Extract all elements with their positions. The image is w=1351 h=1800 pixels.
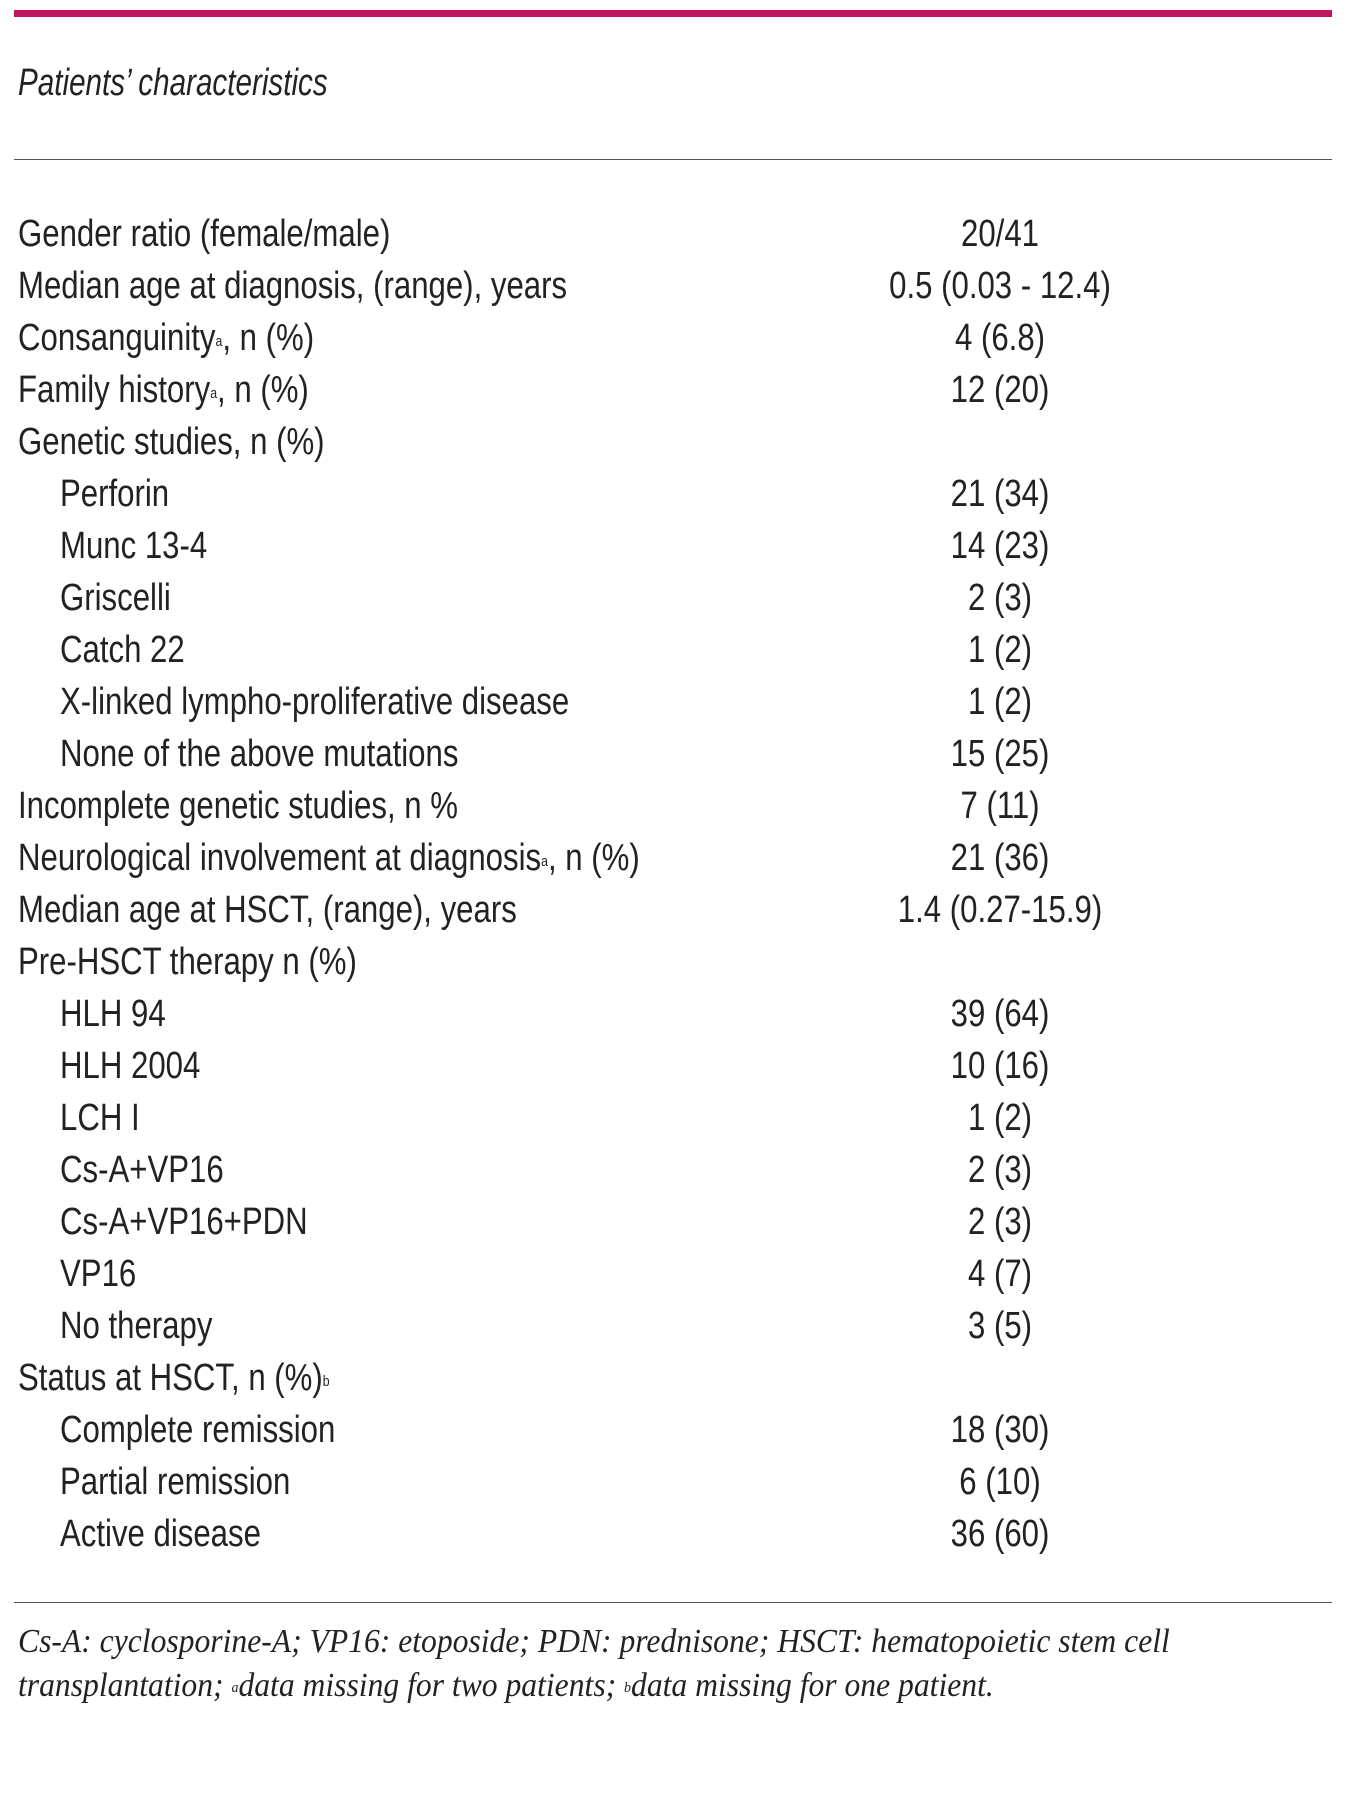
- row-label-text: Median age at HSCT, (range), years: [18, 889, 517, 931]
- row-value: [950, 1456, 1049, 1508]
- row-label-text: LCH I: [60, 1097, 140, 1139]
- row-value-text: 36 (60): [950, 1513, 1050, 1555]
- row-label: [18, 416, 325, 468]
- row-value: [940, 364, 1060, 416]
- table-row: [0, 208, 1351, 260]
- row-value-text: 2 (3): [967, 1149, 1033, 1191]
- row-value: [961, 1092, 1039, 1144]
- table-row: [0, 1508, 1351, 1560]
- row-label: [60, 988, 166, 1040]
- row-value: [940, 832, 1060, 884]
- row-label-text: Family history: [18, 369, 211, 411]
- row-label: [60, 1404, 335, 1456]
- footnote-marker: b: [322, 1373, 330, 1390]
- row-value-text: 21 (36): [950, 837, 1050, 879]
- row-value: [961, 676, 1039, 728]
- table-row: [0, 1040, 1351, 1092]
- table-row: [0, 1404, 1351, 1456]
- row-label: [18, 208, 390, 260]
- row-label-text: Median age at diagnosis, (range), years: [18, 265, 568, 307]
- footnote-a-mark: a: [231, 1680, 239, 1696]
- table-row: [0, 1300, 1351, 1352]
- row-label-text: Perforin: [60, 473, 170, 515]
- row-label-text: X-linked lympho-proliferative disease: [60, 681, 570, 723]
- row-value: [940, 1508, 1060, 1560]
- table-row: [0, 1144, 1351, 1196]
- row-value: [961, 1144, 1039, 1196]
- row-label: [60, 468, 169, 520]
- table-row: [0, 780, 1351, 832]
- header-rule: [14, 159, 1332, 160]
- table-body: [0, 208, 1351, 1560]
- footer-rule: [14, 1602, 1332, 1603]
- row-value: [961, 624, 1039, 676]
- row-value: [961, 1248, 1039, 1300]
- row-label: [60, 624, 185, 676]
- row-value-text: 3 (5): [967, 1305, 1033, 1347]
- row-label-text: HLH 94: [60, 993, 166, 1035]
- row-value-text: 7 (11): [960, 785, 1040, 827]
- row-label: [60, 676, 569, 728]
- row-label: [18, 260, 567, 312]
- table-row: [0, 884, 1351, 936]
- row-value-text: 0.5 (0.03 - 12.4): [889, 265, 1111, 307]
- row-label-suffix: , n (%): [547, 837, 640, 879]
- table-row: [0, 624, 1351, 676]
- row-label-text: VP16: [60, 1253, 137, 1295]
- table-row: [0, 1092, 1351, 1144]
- row-value-text: 2 (3): [967, 577, 1033, 619]
- row-label-text: Pre-HSCT therapy n (%): [18, 941, 357, 983]
- row-label-text: Catch 22: [60, 629, 185, 671]
- row-value-text: 14 (23): [950, 525, 1050, 567]
- row-label: [60, 520, 207, 572]
- row-label-text: Griscelli: [60, 577, 171, 619]
- table-row: [0, 1196, 1351, 1248]
- row-label: [60, 572, 171, 624]
- row-value-text: 6 (10): [959, 1461, 1041, 1503]
- footnote-abbreviations: Cs-A: cyclosporine-A; VP16: etoposide; PDN: prednisone; HSCT: hematopoietic stem cell transplantation;: [18, 1623, 1170, 1704]
- table-row: [0, 572, 1351, 624]
- row-label-text: Active disease: [60, 1513, 261, 1555]
- row-value-text: 1 (2): [967, 629, 1033, 671]
- row-label-suffix: , n (%): [222, 317, 315, 359]
- row-label: [18, 832, 640, 884]
- table-row: [0, 416, 1351, 468]
- row-label-text: Munc 13-4: [60, 525, 208, 567]
- row-label: [60, 1456, 290, 1508]
- row-label-text: Complete remission: [60, 1409, 336, 1451]
- row-label-text: Partial remission: [60, 1461, 291, 1503]
- table-row: [0, 676, 1351, 728]
- row-label: [18, 780, 458, 832]
- row-label-text: Gender ratio (female/male): [18, 213, 391, 255]
- row-label-text: Incomplete genetic studies, n %: [18, 785, 458, 827]
- row-label-text: None of the above mutations: [60, 733, 459, 775]
- row-value-text: 2 (3): [967, 1201, 1033, 1243]
- table-row: [0, 988, 1351, 1040]
- footnote-b-mark: b: [624, 1680, 632, 1696]
- row-value: [865, 260, 1135, 312]
- row-value-text: 15 (25): [950, 733, 1050, 775]
- row-value-text: 1 (2): [967, 681, 1033, 723]
- row-label: [60, 1248, 136, 1300]
- row-label-text: Status at HSCT, n (%): [18, 1357, 323, 1399]
- table-footnote: [18, 1620, 1292, 1708]
- table-row: [0, 364, 1351, 416]
- accent-top-bar: [14, 10, 1332, 17]
- row-value-text: 20/41: [961, 213, 1039, 255]
- row-label: [60, 728, 458, 780]
- table-row: [0, 312, 1351, 364]
- table-row: [0, 1456, 1351, 1508]
- row-label: [60, 1144, 224, 1196]
- row-value: [940, 1040, 1060, 1092]
- row-value-text: 4 (7): [967, 1253, 1033, 1295]
- row-label: [60, 1040, 200, 1092]
- row-label: [18, 936, 357, 988]
- row-value-text: 12 (20): [950, 369, 1050, 411]
- row-value-text: 4 (6.8): [954, 317, 1046, 359]
- row-value-text: 39 (64): [950, 993, 1050, 1035]
- row-label: [18, 1352, 330, 1404]
- row-value: [952, 208, 1047, 260]
- row-value: [952, 780, 1048, 832]
- row-value: [940, 520, 1060, 572]
- table-row: [0, 520, 1351, 572]
- row-label-text: Cs-A+VP16: [60, 1149, 224, 1191]
- row-value: [961, 572, 1039, 624]
- row-label: [60, 1508, 261, 1560]
- row-label-text: Consanguinity: [18, 317, 216, 359]
- table-row: [0, 260, 1351, 312]
- footnote-a-text: data missing for two patients;: [238, 1667, 625, 1704]
- row-label-text: Genetic studies, n (%): [18, 421, 325, 463]
- row-label-text: Neurological involvement at diagnosis: [18, 837, 542, 879]
- row-label: [60, 1196, 308, 1248]
- table-row: [0, 832, 1351, 884]
- table-row: [0, 936, 1351, 988]
- row-value: [940, 728, 1060, 780]
- row-label: [18, 312, 314, 364]
- footnote-marker: a: [210, 385, 218, 402]
- row-value: [961, 1300, 1039, 1352]
- row-value-text: 21 (34): [950, 473, 1050, 515]
- table-row: [0, 468, 1351, 520]
- row-value-text: 10 (16): [950, 1045, 1050, 1087]
- row-value-text: 18 (30): [950, 1409, 1050, 1451]
- footnote-b-text: data missing for one patient.: [631, 1667, 994, 1704]
- row-value: [940, 1404, 1060, 1456]
- row-label-text: No therapy: [60, 1305, 213, 1347]
- row-label-suffix: , n (%): [217, 369, 309, 411]
- row-label: [18, 884, 517, 936]
- row-value: [940, 988, 1060, 1040]
- row-label-text: Cs-A+VP16+PDN: [60, 1201, 308, 1243]
- row-label-text: HLH 2004: [60, 1045, 201, 1087]
- row-label: [60, 1300, 212, 1352]
- row-value: [945, 312, 1055, 364]
- table-row: [0, 728, 1351, 780]
- row-value-text: 1.4 (0.27-15.9): [897, 889, 1103, 931]
- footnote-marker: a: [215, 333, 223, 350]
- table-row: [0, 1352, 1351, 1404]
- row-label: [60, 1092, 140, 1144]
- row-value: [940, 468, 1060, 520]
- row-label: [18, 364, 309, 416]
- footnote-marker: a: [541, 853, 548, 870]
- table-row: [0, 1248, 1351, 1300]
- row-value-text: 1 (2): [967, 1097, 1033, 1139]
- row-value: [875, 884, 1124, 936]
- row-value: [961, 1196, 1039, 1248]
- table-title: Patients’ characteristics: [18, 62, 328, 104]
